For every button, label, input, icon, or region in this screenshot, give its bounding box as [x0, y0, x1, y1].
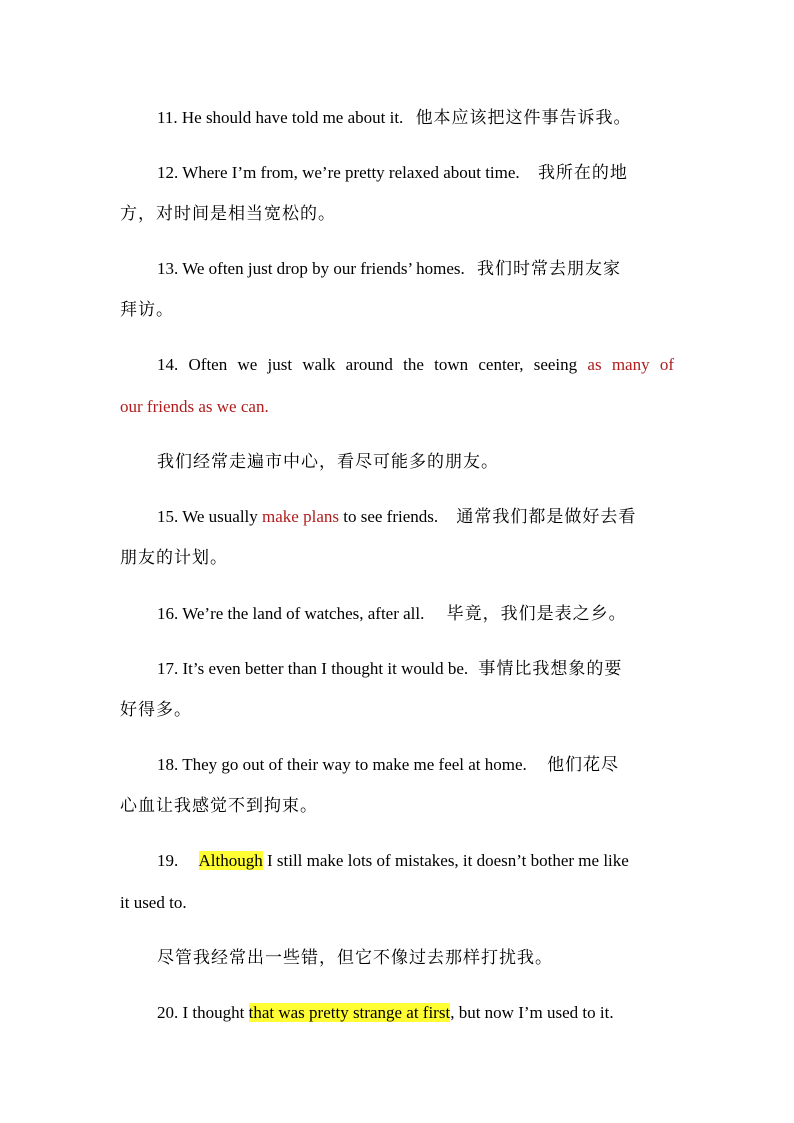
sentence-14-emphasis-part2: our friends as we can.	[120, 397, 269, 416]
sentence-17	[157, 658, 622, 680]
sentence-19-chinese: 尽管我经常出一些错，但它不像过去那样打扰我。	[157, 948, 553, 967]
sentence-14-chinese: 我们经常走遍市中心，看尽可能多的朋友。	[157, 452, 499, 471]
sentence-20-english-pre: 20. I thought	[157, 1003, 245, 1022]
sentence-12-chinese-part1: 我所在的地	[537, 163, 628, 182]
sentence-15-english-pre: 15. We usually	[157, 507, 258, 526]
sentence-19-number: 19.	[157, 851, 179, 870]
sentence-12-chinese-part2: 方，对时间是相当宽松的。	[120, 204, 336, 223]
sentence-16-chinese: 毕竟，我们是表之乡。	[446, 604, 627, 623]
sentence-15-chinese-part2: 朋友的计划。	[120, 548, 228, 567]
sentence-16-english: 16. We’re the land of watches, after all.	[157, 604, 425, 623]
sentence-13-english: 13. We often just drop by our friends’ homes.	[157, 259, 465, 278]
sentence-13-chinese-part1: 我们时常去朋友家	[476, 259, 621, 278]
sentence-20-english-post: , but now I’m used to it.	[450, 1003, 614, 1022]
sentence-18	[157, 754, 619, 776]
sentence-15-english-post: to see friends.	[343, 507, 439, 526]
sentence-19	[157, 850, 629, 872]
sentence-17-english: 17. It’s even better than I thought it would be.	[157, 659, 469, 678]
sentence-19-english-part2: it used to.	[120, 893, 187, 912]
sentence-15-emphasis: make plans	[262, 507, 339, 526]
sentence-14-emphasis-part1: as many of	[587, 355, 674, 374]
sentence-11-english: 11. He should have told me about it.	[157, 108, 404, 127]
sentence-13-chinese-part2: 拜访。	[120, 300, 174, 319]
sentence-19-highlight: Although	[198, 851, 263, 870]
sentence-17-chinese-part2: 好得多。	[120, 700, 192, 719]
sentence-16	[157, 603, 627, 625]
sentence-18-chinese-part1: 他们花尽	[547, 755, 620, 774]
sentence-20-highlight: that was pretty strange at first	[248, 1003, 451, 1022]
sentence-19-english-part1: I still make lots of mistakes, it doesn’t bother me like	[266, 851, 629, 870]
sentence-18-chinese-part2: 心血让我感觉不到拘束。	[120, 796, 318, 815]
sentence-12	[157, 162, 628, 184]
sentence-20	[157, 1002, 614, 1024]
sentence-18-english: 18. They go out of their way to make me feel at home.	[157, 755, 527, 774]
sentence-12-english: 12. Where I’m from, we’re pretty relaxed about time.	[157, 163, 520, 182]
sentence-11	[157, 107, 632, 129]
sentence-15-chinese-part1: 通常我们都是做好去看	[456, 507, 637, 526]
sentence-11-chinese: 他本应该把这件事告诉我。	[415, 108, 632, 127]
sentence-15	[157, 506, 636, 528]
sentence-13	[157, 258, 621, 280]
sentence-17-chinese-part1: 事情比我想象的要	[478, 659, 623, 678]
sentence-14-line1	[157, 354, 674, 376]
sentence-14-english: 14. Often we just walk around the town center, seeing	[157, 355, 578, 374]
